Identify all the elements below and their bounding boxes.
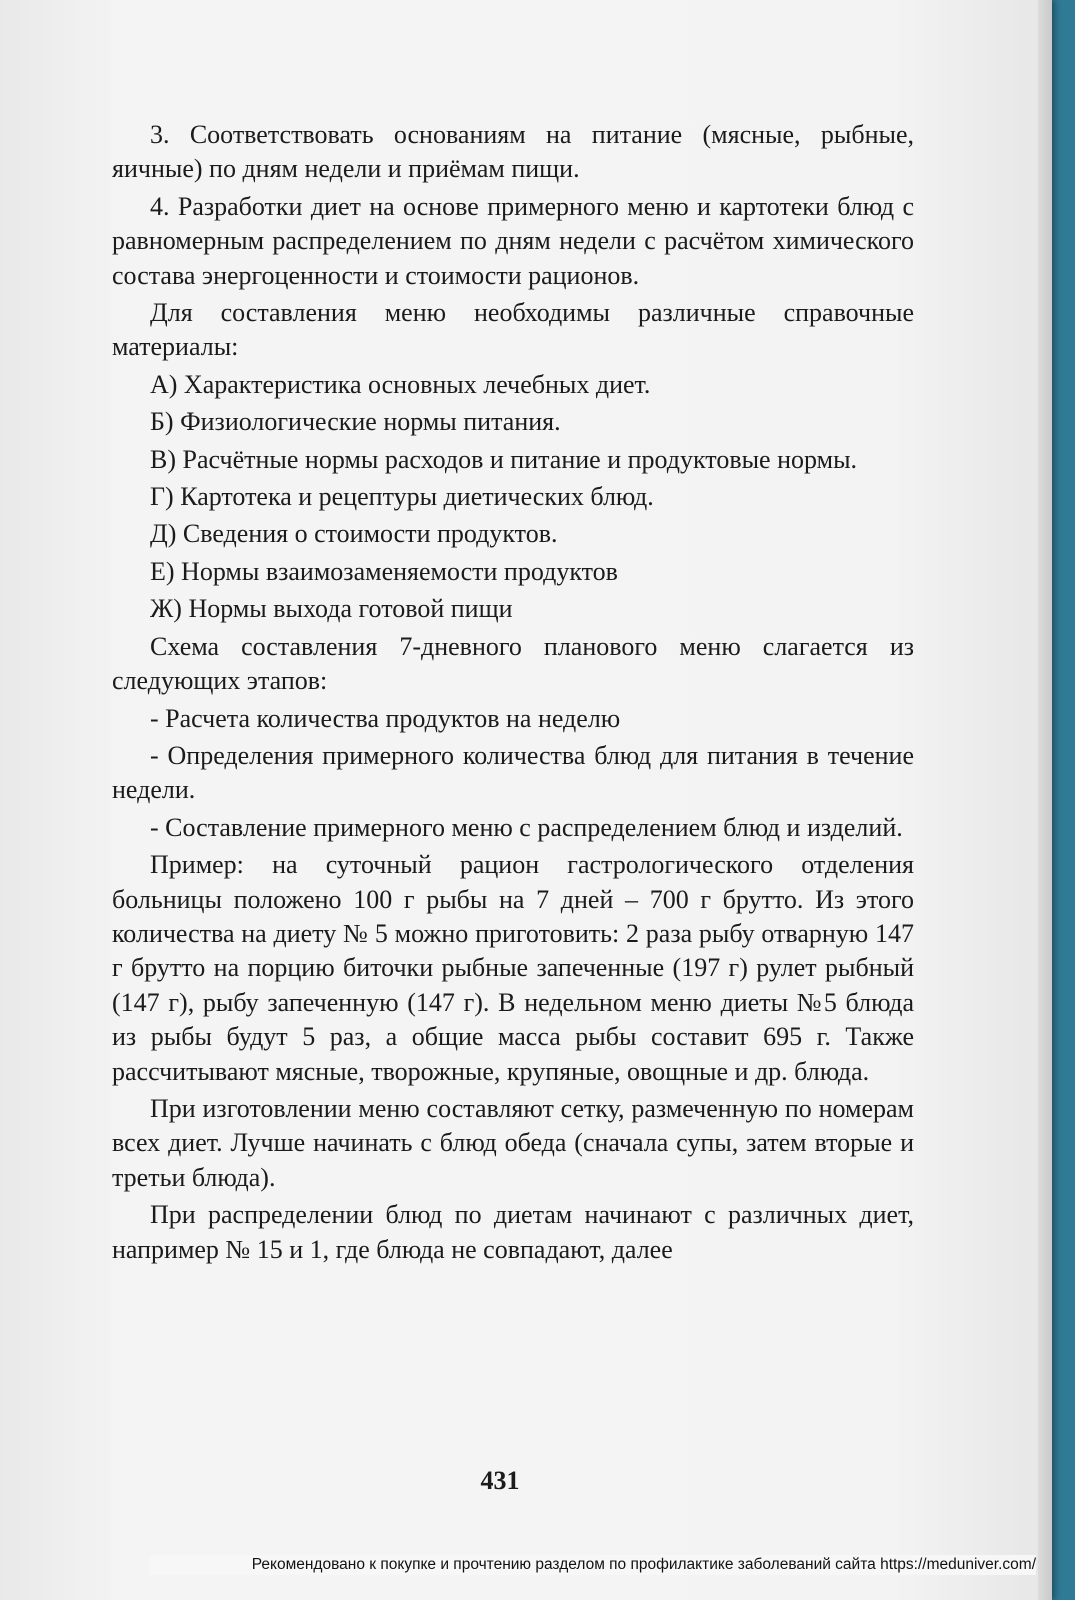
- paragraph: Д) Сведения о стоимости продуктов.: [150, 519, 558, 549]
- paragraph: А) Характеристика основных лечебных диет.: [150, 369, 651, 399]
- footer-note: Рекомендовано к покупке и прочтению разделом по профилактике заболеваний сайта https://meduniver.com/: [150, 1555, 1036, 1575]
- paragraph: 3. Соответствовать основаниям на питание (мясные, рыбные, яичные) по дням недели и приёмам пищи.: [112, 120, 914, 184]
- body-text: [112, 118, 914, 1270]
- paragraph: 4. Разработки диет на основе примерного меню и картотеки блюд с равномерным распределением по дням недели с расчётом химического состава энергоценности и стоимости рационов.: [112, 191, 914, 290]
- paragraph: Для составления меню необходимы различные справочные материалы:: [112, 298, 914, 362]
- paragraph: В) Расчётные нормы расходов и питание и продуктовые нормы.: [150, 444, 858, 474]
- paragraph: Б) Физиологические нормы питания.: [150, 407, 561, 437]
- paragraph: При изготовлении меню составляют сетку, размеченную по номерам всех диет. Лучше начинать с блюд обеда (сначала супы, затем вторые и третьи блюда).: [112, 1093, 914, 1192]
- paragraph: При распределении блюд по диетам начинают с различных диет, например № 15 и 1, где блюда не совпадают, далее: [112, 1200, 914, 1264]
- paragraph: - Определения примерного количества блюд для питания в течение недели.: [112, 740, 914, 805]
- paragraph: - Составление примерного меню с распределением блюд и изделий.: [150, 812, 903, 842]
- paragraph: Ж) Нормы выхода готовой пищи: [150, 594, 513, 624]
- paragraph: - Расчета количества продуктов на неделю: [150, 703, 621, 733]
- page-edge: [1038, 0, 1052, 1600]
- paragraph: Г) Картотека и рецептуры диетических блюд.: [150, 482, 654, 512]
- page-number: 431: [480, 1466, 520, 1495]
- paragraph: Е) Нормы взаимозаменяемости продуктов: [150, 556, 618, 586]
- paragraph: Пример: на суточный рацион гастрологического отделения больницы положено 100 г рыбы на 7 дней – 700 г брутто. Из этого количества на диету № 5 можно приготовить: 2 раза рыбу отварную 147 г брутто на порцию биточки рыбные запеченные (197 г) рулет рыбный (147 г), рыбу запеченную (147 г). В недельном меню диеты №5 блюда из рыбы будут 5 раз, а общие масса рыбы составит 695 г. Также рассчитывают мясные, творожные, крупяные, овощные и др. блюда.: [112, 850, 914, 1086]
- paragraph: Схема составления 7-дневного планового меню слагается из следующих этапов:: [112, 631, 914, 696]
